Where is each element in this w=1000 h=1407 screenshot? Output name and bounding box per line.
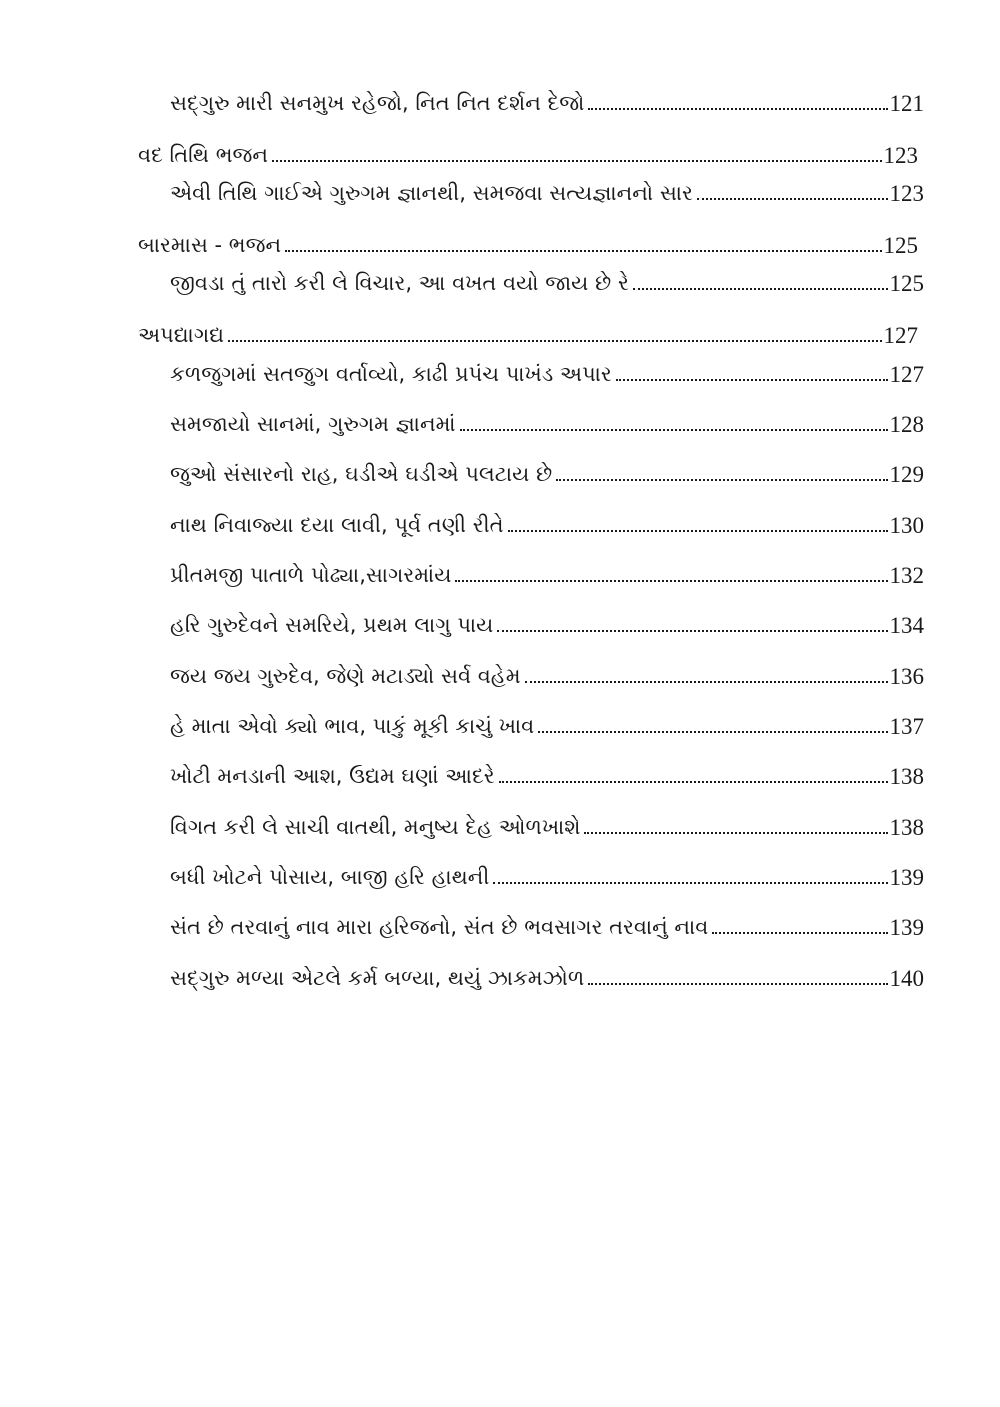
dot-leader <box>497 630 887 632</box>
toc-entry <box>170 757 924 791</box>
dot-leader <box>508 530 888 532</box>
toc-entry-title: હે માતા એવો ક્યો ભાવ, પાકું મૂકી કાચું ખાવ <box>170 714 535 738</box>
dot-leader <box>493 882 887 884</box>
toc-page-number: 137 <box>889 714 924 739</box>
toc-entry-title: જુઓ સંસારનો રાહ, ઘડીએ ઘડીએ પલટાય છે <box>170 462 553 486</box>
toc-entry <box>170 405 924 439</box>
dot-leader <box>588 983 887 985</box>
toc-entry-title: પ્રીતમજી પાતાળે પોઢ્યા,સાગરમાંય <box>170 563 452 587</box>
toc-entry-title: કળજુગમાં સતજુગ વર્તાવ્યો, કાઢી પ્રપંચ પાખંડ અપાર <box>170 362 612 386</box>
toc-section-heading <box>138 136 918 170</box>
toc-section-title: અપદ્યાગદ્ય <box>138 323 225 347</box>
toc-entry <box>170 264 924 298</box>
dot-leader <box>499 781 888 783</box>
toc-entry-title: બધી ખોટને પોસાય, બાજી હરિ હાથની <box>170 865 490 889</box>
toc-page-number: 138 <box>889 764 924 789</box>
dot-leader <box>272 160 881 162</box>
toc-entry-title: હરિ ગુરુદેવને સમરિયે, પ્રથમ લાગુ પાય <box>170 613 494 637</box>
toc-page-number: 128 <box>889 412 924 437</box>
toc-page-number: 139 <box>889 915 924 940</box>
dot-leader <box>228 340 881 342</box>
toc-entry-title: ખોટી મનડાની આશ, ઉદ્યમ ઘણાં આદરે <box>170 764 495 788</box>
toc-page-number: 125 <box>883 233 918 258</box>
toc-page-number: 130 <box>889 513 924 538</box>
toc-page-number: 125 <box>889 271 924 296</box>
toc-entry-title: સદ્‌ગુરુ મળ્યા એટલે કર્મ બળ્યા, થયું ઝાકમઝોળ <box>170 966 585 990</box>
toc-entry <box>170 606 924 640</box>
toc-page-number: 136 <box>889 664 924 689</box>
toc-page-number: 123 <box>883 143 918 168</box>
toc-section-heading <box>138 316 918 350</box>
toc-entry <box>170 556 924 590</box>
dot-leader <box>588 108 887 110</box>
toc-entry <box>170 858 924 892</box>
toc-page-number: 132 <box>889 563 924 588</box>
toc-section-title: વદ તિથિ ભજન <box>138 143 269 167</box>
toc-entry <box>170 657 924 691</box>
dot-leader <box>556 479 887 481</box>
toc-page-number: 139 <box>889 865 924 890</box>
dot-leader <box>538 731 887 733</box>
toc-entry-title: એવી તિથિ ગાઈએ ગુરુગમ જ્ઞાનથી, સમજવા સત્યજ્ઞાનનો સાર <box>170 181 693 205</box>
toc-entry <box>170 455 924 489</box>
dot-leader <box>633 288 888 290</box>
toc-page-number: 140 <box>889 966 924 991</box>
dot-leader <box>712 932 887 934</box>
toc-page-number: 134 <box>889 613 924 638</box>
toc-page-number: 127 <box>883 323 918 348</box>
toc-entry-title: નાથ નિવાજ્યા દયા લાવી, પૂર્વ તણી રીતે <box>170 513 504 537</box>
toc-entry-title: જય જય ગુરુદેવ, જેણે મટાડ્યો સર્વ વહેમ <box>170 664 521 688</box>
toc-page-number: 138 <box>889 815 924 840</box>
toc-entry <box>170 84 924 118</box>
toc-entry <box>170 355 924 389</box>
toc-entry <box>170 908 924 942</box>
dot-leader <box>455 580 887 582</box>
dot-leader <box>525 681 888 683</box>
dot-leader <box>616 379 888 381</box>
toc-entry <box>170 707 924 741</box>
toc-entry-title: સમજાયો સાનમાં, ગુરુગમ જ્ઞાનમાં <box>170 412 456 436</box>
toc-entry <box>170 506 924 540</box>
toc-entry-title: સંત છે તરવાનું નાવ મારા હરિજનો, સંત છે ભવસાગર તરવાનું નાવ <box>170 915 709 939</box>
toc-entry-title: વિગત કરી લે સાચી વાતથી, મનુષ્ય દેહ ઓળખાશે <box>170 815 581 839</box>
toc-entry-title: સદ્‌ગુરુ મારી સનમુખ રહેજો, નિત નિત દર્શન દેજો <box>170 91 585 115</box>
toc-section-title: બારમાસ - ભજન <box>138 233 282 257</box>
dot-leader <box>285 250 881 252</box>
toc-page-number: 129 <box>889 462 924 487</box>
toc-entry <box>170 959 924 993</box>
toc-entry <box>170 174 924 208</box>
toc-page-number: 121 <box>889 91 924 116</box>
toc-page-number: 127 <box>889 362 924 387</box>
dot-leader <box>460 429 888 431</box>
toc-page-number: 123 <box>889 181 924 206</box>
dot-leader <box>584 832 887 834</box>
toc-entry <box>170 808 924 842</box>
toc-section-heading <box>138 226 918 260</box>
toc-entry-title: જીવડા તું તારો કરી લે વિચાર, આ વખત વયો જાય છે રે <box>170 271 629 295</box>
dot-leader <box>697 198 888 200</box>
